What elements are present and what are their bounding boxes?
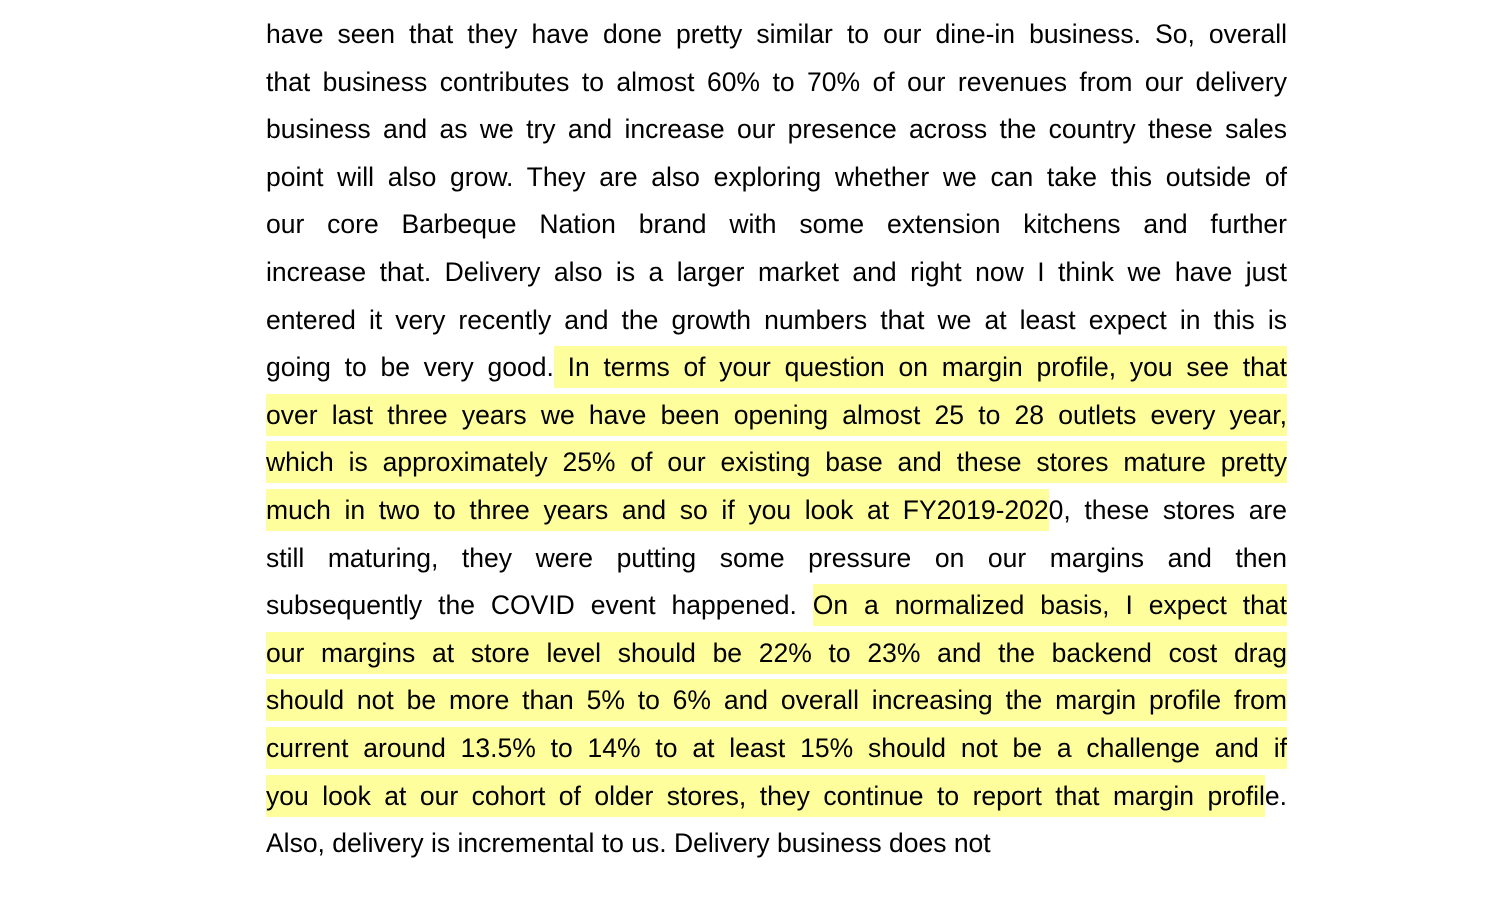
text-line bbox=[266, 344, 1287, 392]
highlighted-text: over last three years we have been opening almost 25 to 28 outlets every year, bbox=[266, 394, 1287, 436]
document-page bbox=[266, 11, 1287, 868]
text-line bbox=[266, 725, 1287, 773]
text-line bbox=[266, 820, 1287, 868]
body-text: Also, delivery is incremental to us. Delivery business does not bbox=[266, 828, 991, 859]
highlighted-text: On a normalized basis, I expect that bbox=[813, 584, 1287, 626]
text-line bbox=[266, 439, 1287, 487]
text-line bbox=[266, 630, 1287, 678]
highlighted-text: current around 13.5% to 14% to at least 15% should not be a challenge and if bbox=[266, 727, 1287, 769]
body-text: still maturing, they were putting some pressure on our margins and then bbox=[266, 542, 1287, 573]
body-text: point will also grow. They are also exploring whether we can take this outside of bbox=[266, 161, 1287, 192]
highlighted-text: much in two to three years and so if you look at FY2019-202 bbox=[266, 489, 1049, 531]
highlighted-text: In terms of your question on margin profile, you see that bbox=[554, 346, 1287, 388]
text-line bbox=[266, 677, 1287, 725]
body-text: going to be very good. bbox=[266, 352, 554, 383]
text-line bbox=[266, 535, 1287, 583]
body-text: 0, these stores are bbox=[1048, 494, 1287, 525]
body-text: our core Barbeque Nation brand with some extension kitchens and further bbox=[266, 209, 1287, 240]
text-line bbox=[266, 154, 1287, 202]
body-text: entered it very recently and the growth numbers that we at least expect in this is bbox=[266, 304, 1287, 335]
highlighted-text: should not be more than 5% to 6% and overall increasing the margin profile from bbox=[266, 679, 1287, 721]
body-text: that business contributes to almost 60% to 70% of our revenues from our delivery bbox=[266, 66, 1287, 97]
text-line bbox=[266, 392, 1287, 440]
text-line bbox=[266, 297, 1287, 345]
text-line bbox=[266, 487, 1287, 535]
highlighted-text: which is approximately 25% of our existing base and these stores mature pretty bbox=[266, 441, 1287, 483]
text-line bbox=[266, 582, 1287, 630]
body-text: increase that. Delivery also is a larger market and right now I think we have just bbox=[266, 256, 1287, 287]
text-line bbox=[266, 11, 1287, 59]
text-line bbox=[266, 773, 1287, 821]
highlighted-text: you look at our cohort of older stores, they continue to report that margin profil bbox=[266, 775, 1265, 817]
body-text: business and as we try and increase our presence across the country these sales bbox=[266, 114, 1287, 145]
body-text: e. bbox=[1264, 780, 1287, 811]
highlighted-text: our margins at store level should be 22% to 23% and the backend cost drag bbox=[266, 632, 1287, 674]
text-line bbox=[266, 201, 1287, 249]
body-text: subsequently the COVID event happened. bbox=[266, 590, 813, 621]
body-text: have seen that they have done pretty similar to our dine-in business. So, overall bbox=[266, 19, 1287, 49]
text-line bbox=[266, 106, 1287, 154]
text-line bbox=[266, 249, 1287, 297]
text-line bbox=[266, 59, 1287, 107]
